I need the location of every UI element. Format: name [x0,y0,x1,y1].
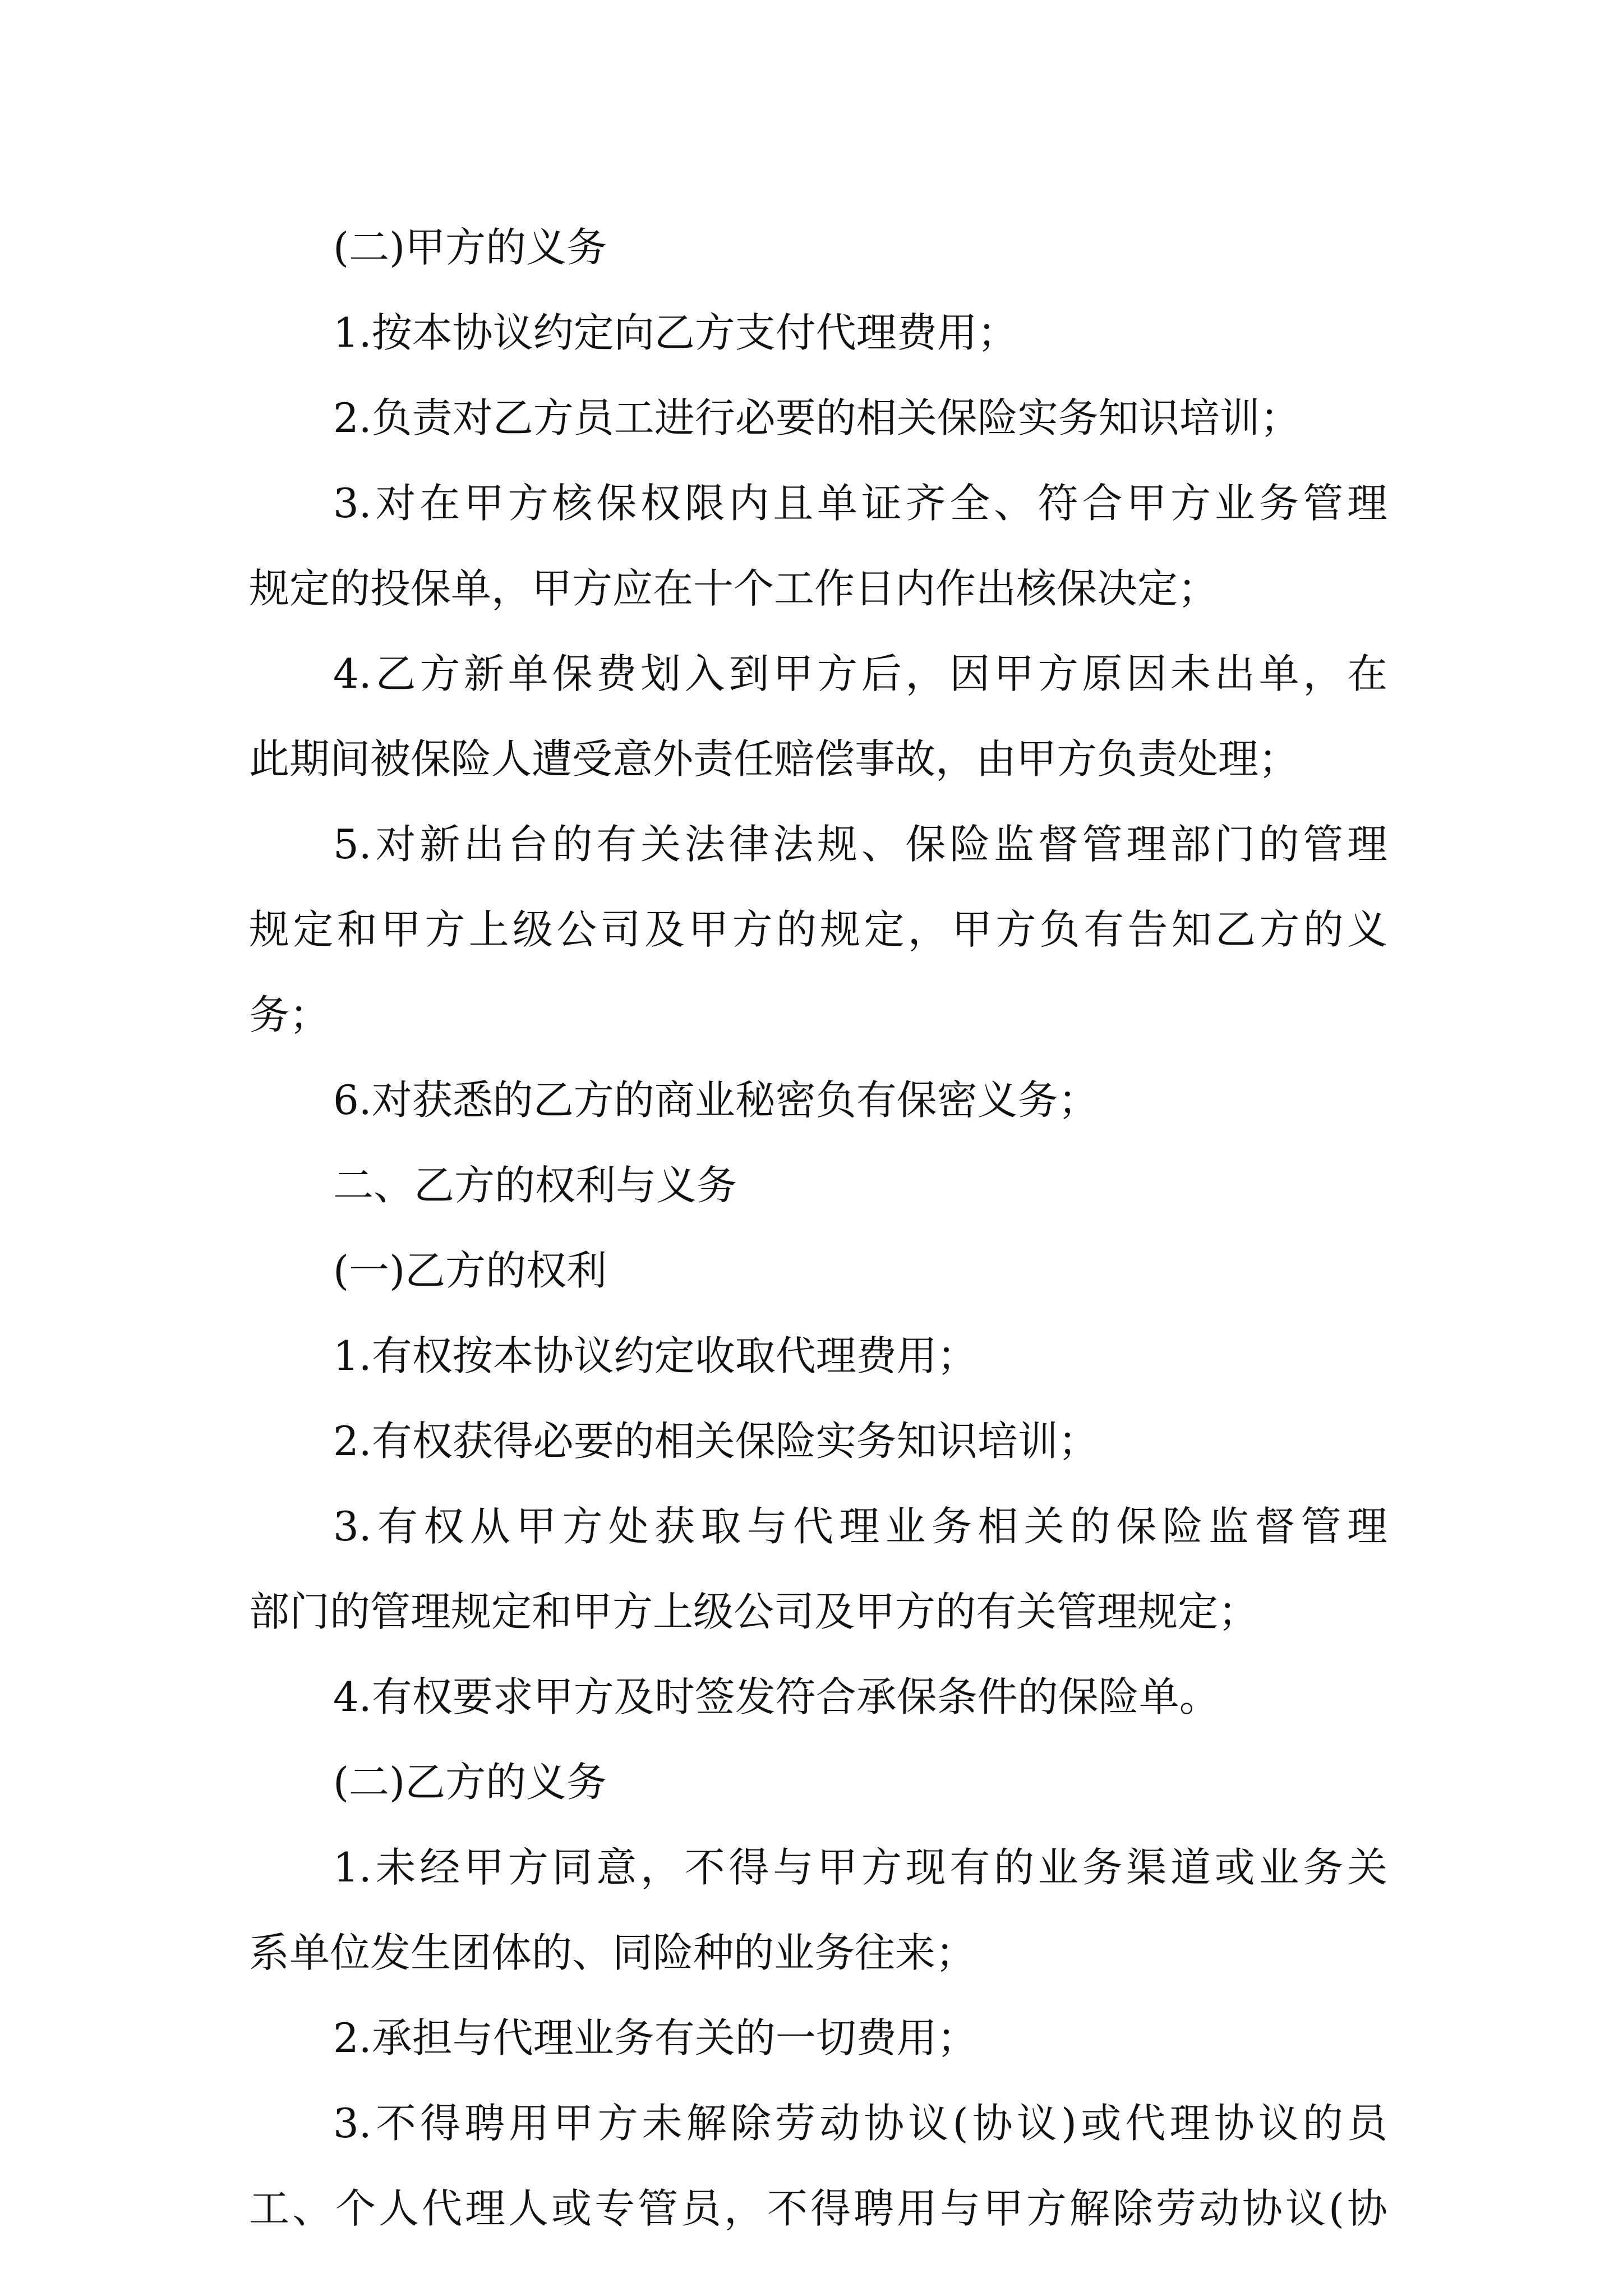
text-line: 二、乙方的权利与义务 [333,1162,737,1209]
text-line: 6.对获悉的乙方的商业秘密负有保密义务； [333,1076,1099,1124]
text-line: 3.不得聘用甲方未解除劳动协议(协议)或代理协议的员 [333,2100,1387,2147]
text-line: 部门的管理规定和甲方上级公司及甲方的有关管理规定； [249,1588,1259,1635]
text-line: 2.承担与代理业务有关的一切费用； [333,2014,978,2062]
text-line: 5.对新出台的有关法律法规、保险监督管理部门的管理 [333,821,1387,868]
text-line: (二)乙方的义务 [333,1759,607,1806]
text-line: (二)甲方的义务 [333,224,607,271]
text-line: 2.负责对乙方员工进行必要的相关保险实务知识培训； [333,394,1301,441]
text-line: 1.有权按本协议约定收取代理费用； [333,1332,978,1379]
text-line: 务； [249,991,330,1038]
text-line: 规定和甲方上级公司及甲方的规定，甲方负有告知乙方的义 [249,906,1387,953]
text-line: 4.乙方新单保费划入到甲方后，因甲方原因未出单，在 [333,650,1387,697]
text-line: 3.有权从甲方处获取与代理业务相关的保险监督管理 [333,1503,1387,1550]
text-line: 3.对在甲方核保权限内且单证齐全、符合甲方业务管理 [333,480,1387,527]
text-line: 4.有权要求甲方及时签发符合承保条件的保险单。 [333,1673,1220,1720]
text-line: 规定的投保单，甲方应在十个工作日内作出核保决定； [249,565,1219,612]
text-line: 1.按本协议约定向乙方支付代理费用； [333,309,1018,356]
text-line: 系单位发生团体的、同险种的业务往来； [249,1929,976,1976]
text-line: 此期间被保险人遭受意外责任赔偿事故，由甲方负责处理； [249,735,1299,783]
text-line: (一)乙方的权利 [333,1247,607,1294]
text-line: 2.有权获得必要的相关保险实务知识培训； [333,1418,1099,1465]
document-body [249,205,1387,2251]
text-line: 工、个人代理人或专管员，不得聘用与甲方解除劳动协议(协 [249,2185,1387,2232]
text-line: 1.未经甲方同意，不得与甲方现有的业务渠道或业务关 [333,1844,1387,1891]
